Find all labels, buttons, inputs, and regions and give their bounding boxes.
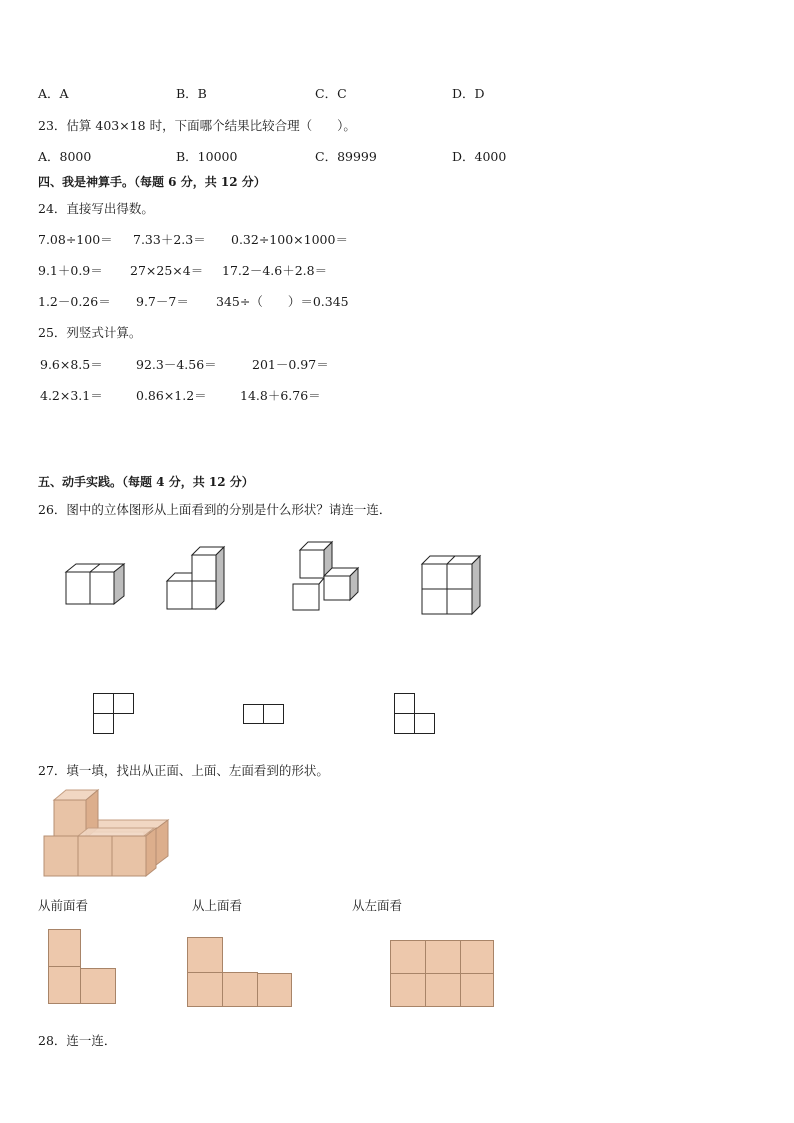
q23-option-b: B．10000	[176, 149, 238, 164]
q28-stem: 28．连一连．	[38, 1033, 117, 1048]
q27-front-view	[47, 928, 122, 1008]
q27-label-front: 从前面看	[38, 898, 89, 913]
q27-top-view	[186, 936, 296, 1011]
q27-label-left: 从左面看	[352, 898, 403, 913]
q27-left-view	[389, 939, 497, 1009]
q22-option-b: B．B	[176, 86, 207, 101]
q27-solid-figure	[42, 788, 172, 880]
q25-problem: 9.6×8.5＝	[40, 357, 103, 372]
q26-stem: 26．图中的立体图形从上面看到的分别是什么形状？请连一连．	[38, 502, 392, 517]
section-5-title: 五、动手实践。（每题 4 分，共 12 分）	[38, 475, 254, 489]
q22-option-d: D．D	[452, 86, 485, 101]
q25-problem: 92.3－4.56＝	[136, 357, 217, 372]
q24-problem: 7.33＋2.3＝	[133, 232, 206, 247]
q22-option-a: A．A	[38, 86, 69, 101]
q26-solid-3	[290, 540, 370, 615]
q24-stem: 24．直接写出得数。	[38, 201, 154, 216]
q25-problem: 201－0.97＝	[252, 357, 329, 372]
q24-problem: 1.2－0.26＝	[38, 294, 111, 309]
q24-problem: 7.08÷100＝	[38, 232, 113, 247]
q26-top-view-2	[243, 704, 288, 729]
q24-problem: 345÷（ ）＝0.345	[216, 294, 349, 309]
q24-problem: 0.32÷100×1000＝	[231, 232, 348, 247]
q24-problem: 9.1＋0.9＝	[38, 263, 103, 278]
q24-problem: 9.7－7＝	[136, 294, 189, 309]
q23-option-d: D．4000	[452, 149, 507, 164]
q26-solid-1	[60, 560, 130, 610]
q27-label-top: 从上面看	[192, 898, 243, 913]
q26-solid-4	[420, 552, 490, 622]
q24-problem: 17.2－4.6＋2.8＝	[222, 263, 328, 278]
q25-problem: 14.8＋6.76＝	[240, 388, 321, 403]
q26-top-view-1	[93, 693, 138, 738]
q22-option-c: C．C	[315, 86, 347, 101]
q23-stem: 23．估算 403×18 时，下面哪个结果比较合理（ ）。	[38, 118, 356, 133]
q23-option-a: A．8000	[38, 149, 92, 164]
q25-stem: 25．列竖式计算。	[38, 325, 142, 340]
q25-problem: 0.86×1.2＝	[136, 388, 207, 403]
q26-top-view-3	[394, 693, 439, 738]
q26-solid-2	[164, 545, 234, 615]
section-4-title: 四、我是神算手。（每题 6 分，共 12 分）	[38, 175, 266, 189]
q23-option-c: C．89999	[315, 149, 377, 164]
q24-problem: 27×25×4＝	[130, 263, 204, 278]
q25-problem: 4.2×3.1＝	[40, 388, 103, 403]
q27-stem: 27．填一填，找出从正面、上面、左面看到的形状。	[38, 763, 329, 778]
